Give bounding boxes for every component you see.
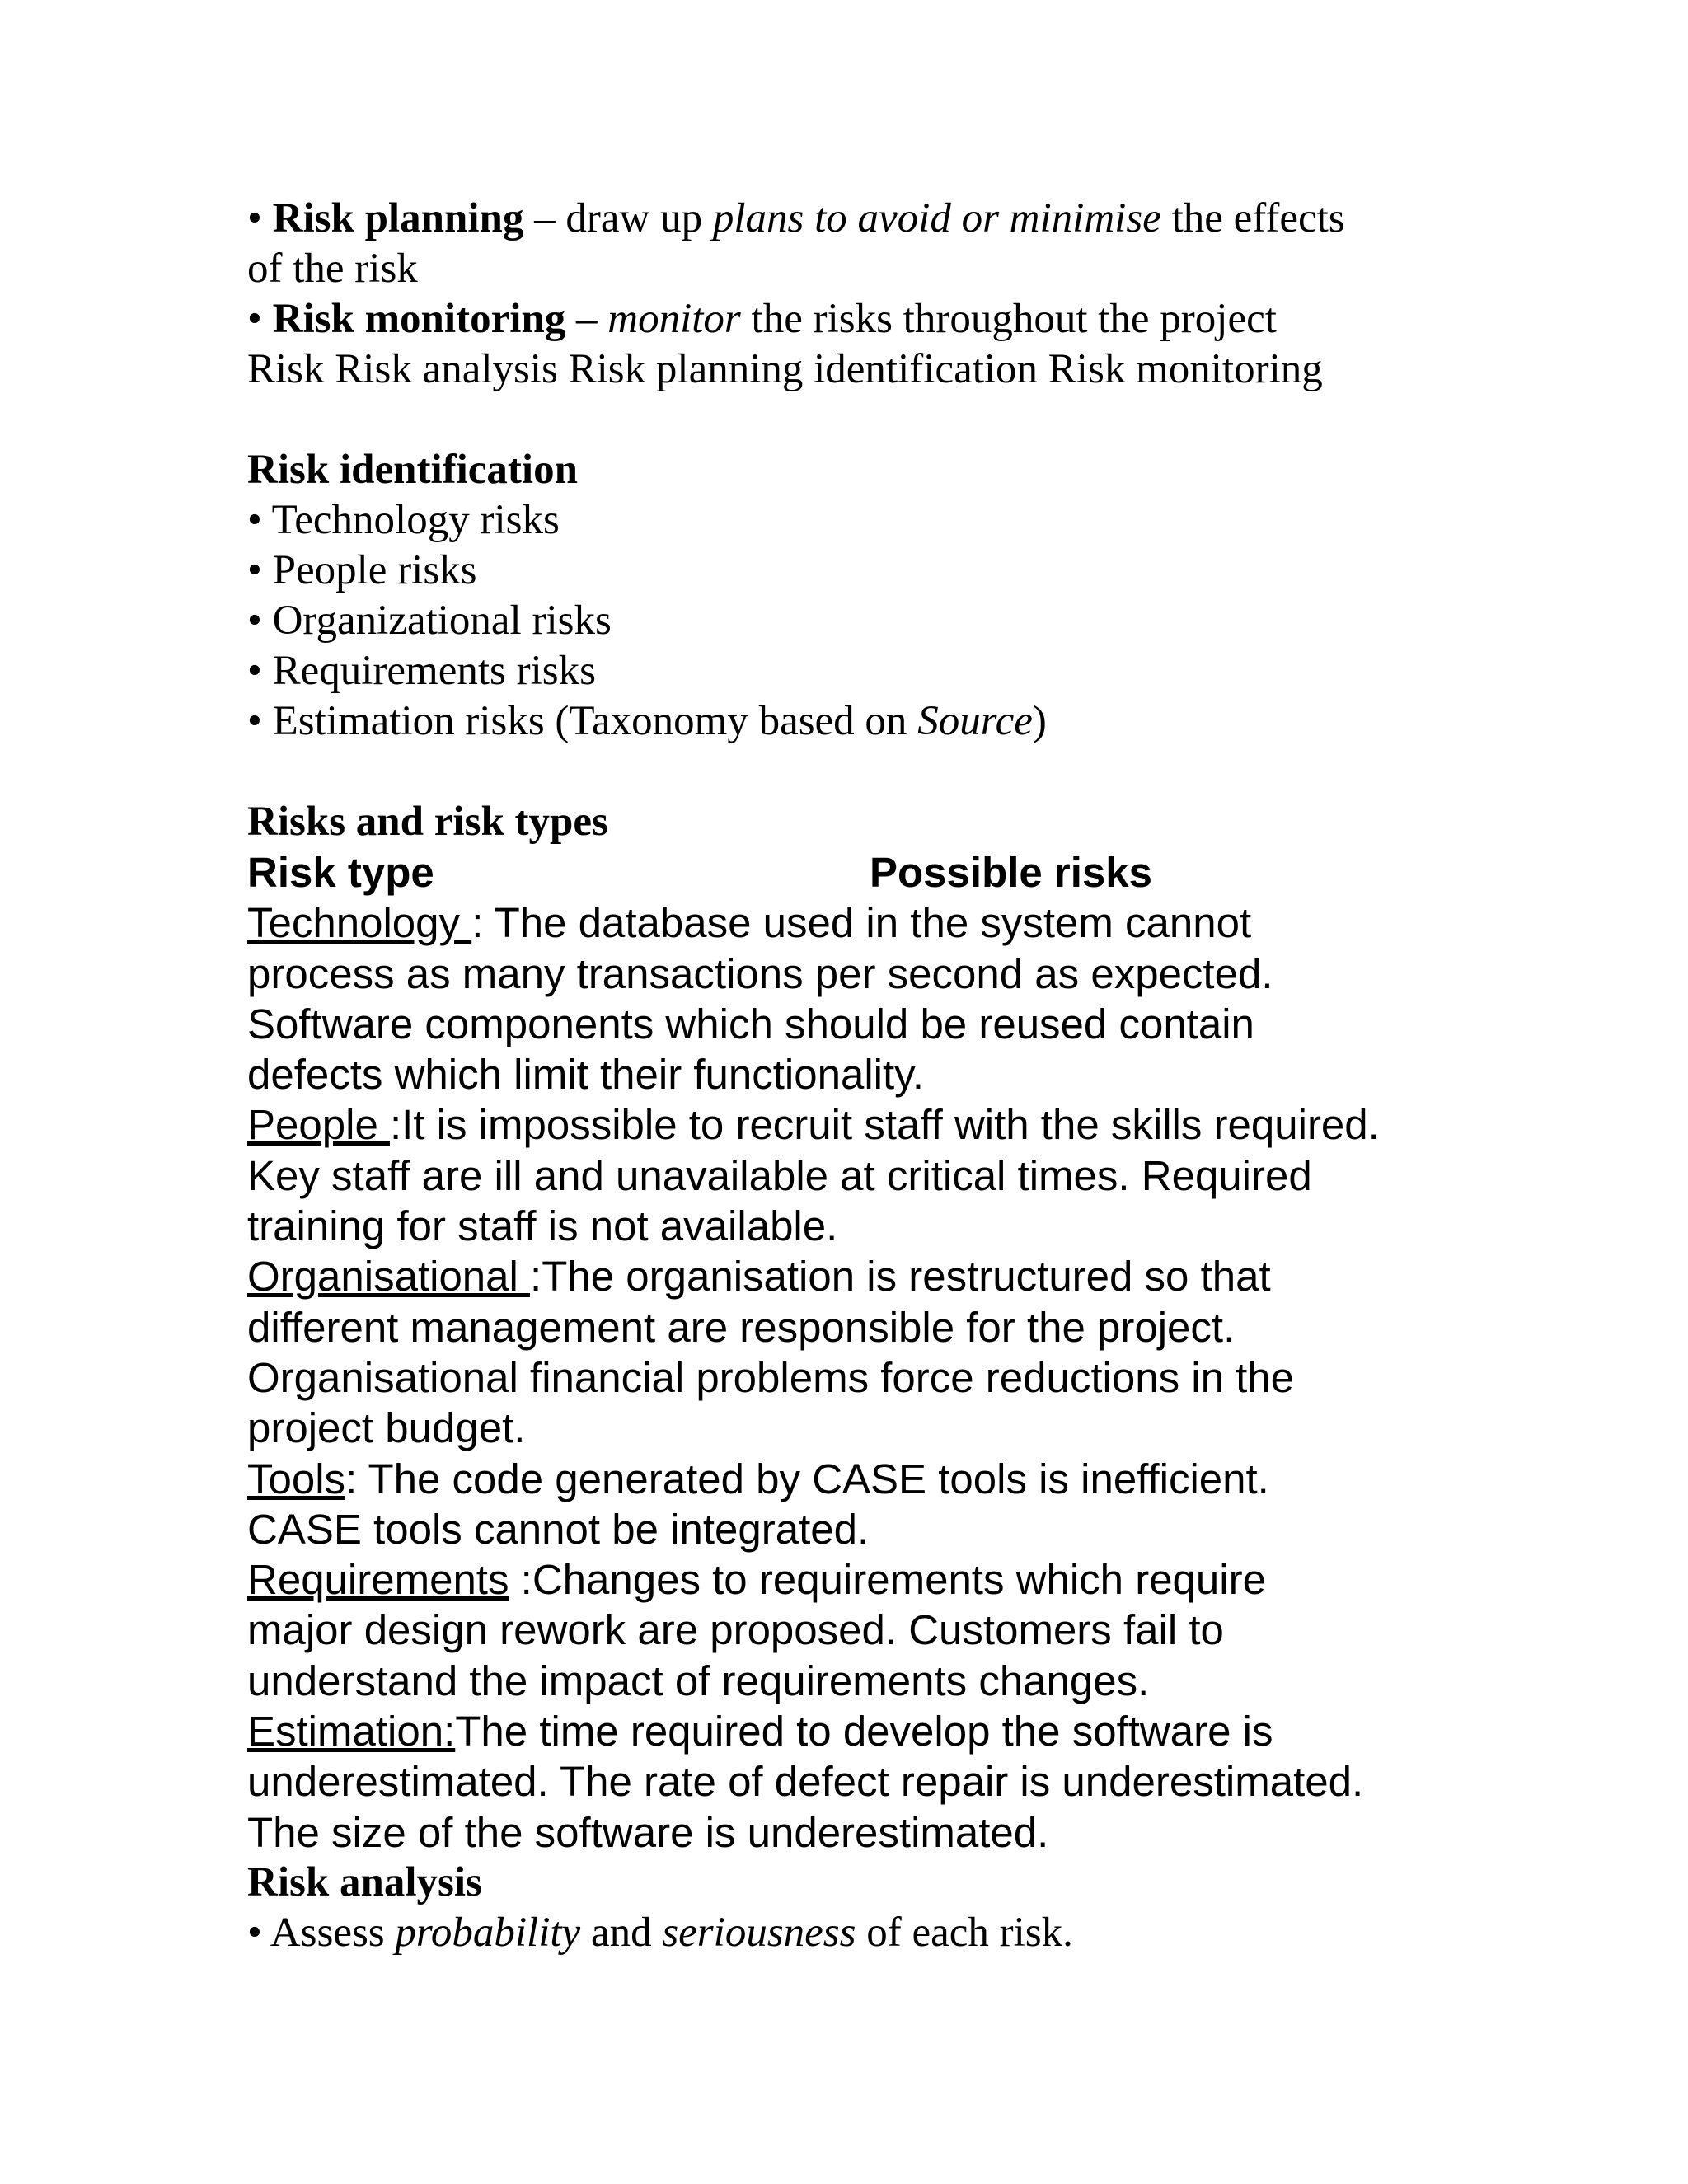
risk-planning-term: Risk planning <box>272 195 524 241</box>
risk-text: CASE tools cannot be integrated. <box>247 1505 870 1553</box>
risk-text: The time required to develop the software is <box>455 1708 1273 1755</box>
risk-text: defects which limit their functionality. <box>247 1051 925 1099</box>
risk-type-label: Tools <box>247 1455 346 1502</box>
spacer <box>247 395 1665 445</box>
risk-type-label: Technology <box>247 899 472 947</box>
risk-row-organisational <box>247 1251 1665 1301</box>
text: the effects <box>1160 195 1345 241</box>
risk-type-label: Estimation: <box>247 1708 456 1755</box>
risk-types-section <box>247 797 1665 1858</box>
document-content <box>247 194 1665 1958</box>
emphasis: probability <box>395 1909 581 1956</box>
text: – <box>565 296 608 342</box>
risk-planning-bullet <box>247 194 1665 244</box>
risk-text: The size of the software is underestimated. <box>247 1808 1049 1856</box>
risk-process-diagram-text: Risk Risk analysis Risk planning identification Risk monitoring <box>247 346 1323 392</box>
emphasis: Source <box>917 698 1033 744</box>
intro-section <box>247 194 1665 395</box>
section-heading: Risk analysis <box>247 1858 482 1905</box>
emphasis: seriousness <box>662 1909 856 1956</box>
column-header-risk-type: Risk type <box>247 849 434 896</box>
text: of each risk. <box>856 1909 1073 1956</box>
risk-text: :Changes to requirements which require <box>509 1556 1266 1604</box>
risk-type-label: People <box>247 1101 390 1149</box>
risk-row-people <box>247 1099 1665 1150</box>
bullet: • <box>247 195 273 241</box>
text: – draw up <box>523 195 713 241</box>
bullet: • <box>247 296 273 342</box>
text: • Estimation risks (Taxonomy based on <box>247 698 918 744</box>
risk-monitoring-bullet <box>247 294 1665 344</box>
list-item: • People risks <box>247 547 477 593</box>
list-item <box>247 1908 1665 1958</box>
list-item: • Technology risks <box>247 497 560 543</box>
table-header <box>247 847 1665 898</box>
risk-text: Key staff are ill and unavailable at critical times. Required <box>247 1151 1312 1199</box>
risk-text: understand the impact of requirements changes. <box>247 1657 1150 1704</box>
text: ) <box>1032 698 1047 744</box>
risk-text: :The organisation is restructured so that <box>530 1253 1271 1301</box>
list-item: • Requirements risks <box>247 648 596 694</box>
risk-row-technology <box>247 898 1665 948</box>
risk-text: Software components which should be reused contain <box>247 1000 1254 1047</box>
risk-planning-continuation: of the risk <box>247 246 418 292</box>
column-header-possible-risks: Possible risks <box>870 849 1153 896</box>
text: the risks throughout the project <box>740 296 1277 342</box>
risk-identification-section <box>247 445 1665 747</box>
risk-type-label: Requirements <box>247 1556 509 1604</box>
risk-row-tools <box>247 1454 1665 1504</box>
spacer <box>247 747 1665 797</box>
risk-text: process as many transactions per second as expected. <box>247 949 1273 997</box>
risk-row-estimation <box>247 1706 1665 1756</box>
risk-text: training for staff is not available. <box>247 1202 838 1250</box>
risk-text: different management are responsible for the project. <box>247 1303 1236 1351</box>
risk-text: : The code generated by CASE tools is inefficient. <box>345 1455 1269 1502</box>
emphasis: monitor <box>607 296 741 342</box>
risk-text: Organisational financial problems force reductions in the <box>247 1353 1295 1401</box>
risk-text: : The database used in the system cannot <box>471 899 1252 947</box>
risk-text: underestimated. The rate of defect repair is underestimated. <box>247 1758 1364 1806</box>
risk-type-label: Organisational <box>247 1253 531 1301</box>
risk-text: major design rework are proposed. Customers fail to <box>247 1606 1224 1654</box>
risk-analysis-section <box>247 1858 1665 1958</box>
risk-text: :It is impossible to recruit staff with the skills required. <box>389 1101 1380 1149</box>
list-item: • Organizational risks <box>247 598 612 644</box>
section-heading: Risks and risk types <box>247 799 608 845</box>
emphasis: plans to avoid or minimise <box>712 195 1161 241</box>
risk-row-requirements <box>247 1554 1665 1605</box>
section-heading: Risk identification <box>247 447 578 493</box>
text: • Assess <box>247 1909 396 1956</box>
list-item <box>247 696 1665 747</box>
text: and <box>580 1909 663 1956</box>
risk-text: project budget. <box>247 1404 526 1452</box>
risk-monitoring-term: Risk monitoring <box>272 296 566 342</box>
